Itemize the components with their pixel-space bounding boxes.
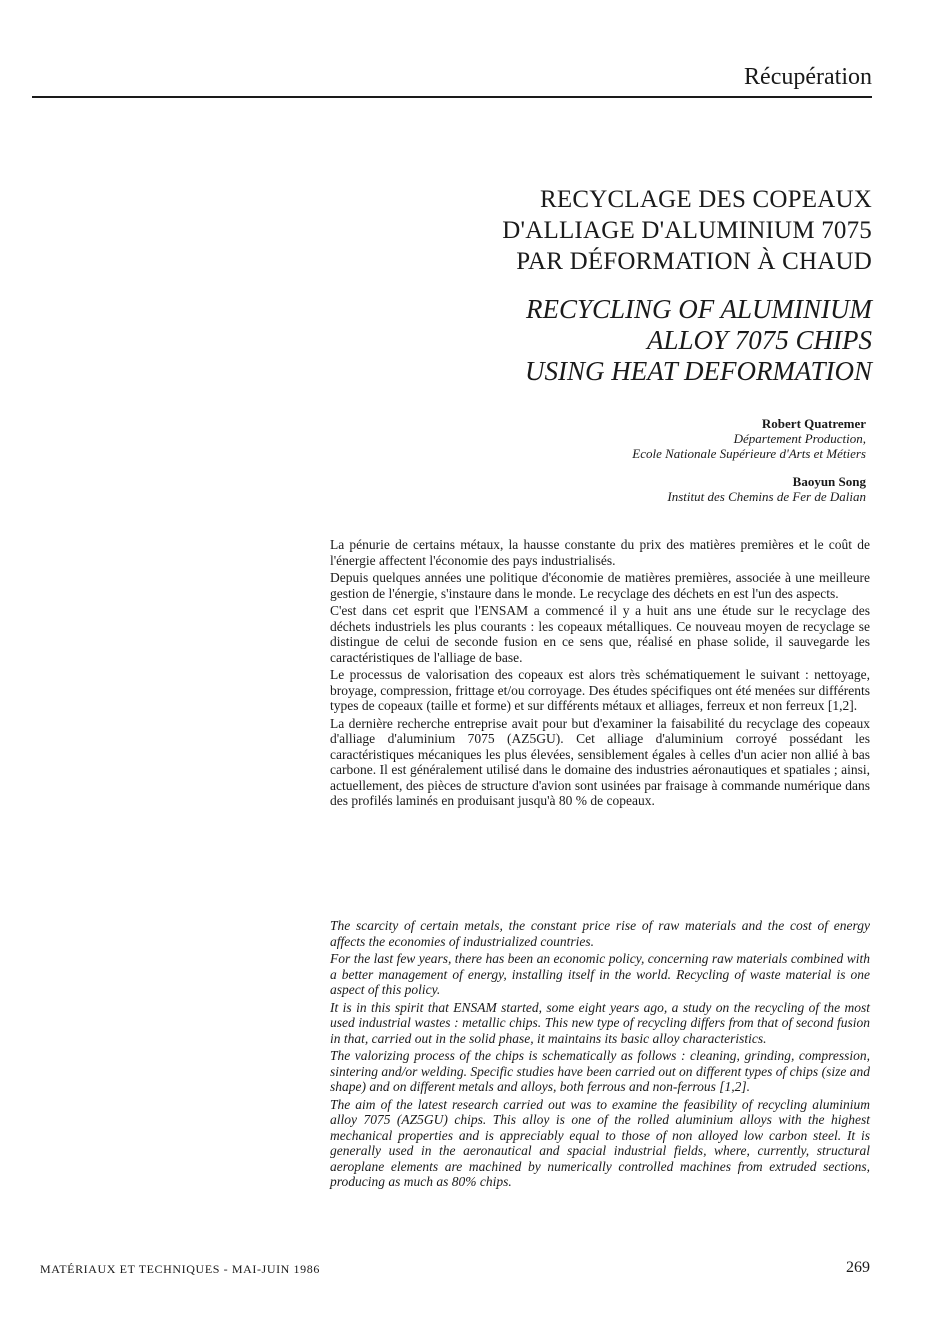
author-affiliation: Département Production,: [733, 431, 866, 446]
author-affiliation: Ecole Nationale Supérieure d'Arts et Métiers: [632, 446, 866, 461]
abstract-paragraph: C'est dans cet esprit que l'ENSAM a commencé il y a huit ans une étude sur le recyclage des déchets industriels les plus courants : les copeaux métalliques. Ce nouveau moyen de recyclage se distingue de celui de seconde fusion en ce sens que, réalisé en phase solide, il sauvegarde les caractéristiques de l'alliage de base.: [330, 603, 870, 665]
abstract-english: [330, 918, 870, 1192]
page-number: 269: [846, 1259, 870, 1276]
title-french: [232, 184, 872, 277]
header-rule: [32, 96, 872, 98]
abstract-paragraph: The aim of the latest research carried out was to examine the feasibility of recycling aluminium alloy 7075 (AZ5GU) chips. This alloy is one of the rolled aluminium alloys with the highest mechanical properties and is appreciably equal to those of non alloyed low carbon steel. It is generally used in the aeronautical and spacial industrial fields, where, currently, structural aeroplane elements are machined by numerically controlled machines from extruded sections, producing as much as 80% chips.: [330, 1096, 870, 1189]
title-french-line: D'ALLIAGE D'ALUMINIUM 7075: [502, 217, 872, 244]
title-english-line: RECYCLING OF ALUMINIUM: [525, 294, 872, 324]
title-french-line: RECYCLAGE DES COPEAUX: [540, 186, 872, 213]
title-english-line: ALLOY 7075 CHIPS: [646, 325, 872, 355]
title-english: [232, 294, 872, 387]
author-block-1: [632, 416, 866, 461]
author-affiliation: Institut des Chemins de Fer de Dalian: [667, 489, 866, 504]
author-name: Robert Quatremer: [761, 416, 866, 431]
journal-footer: MATÉRIAUX ET TECHNIQUES - MAI-JUIN 1986: [40, 1262, 320, 1276]
title-french-line: PAR DÉFORMATION À CHAUD: [516, 248, 872, 275]
abstract-paragraph: The valorizing process of the chips is schematically as follows : cleaning, grinding, compression, sintering and/or welding. Specific studies have been carried out on different types of chips (size and shape) and on different metals and alloys, both ferrous and non-ferrous [1,2].: [330, 1048, 870, 1094]
abstract-paragraph: Depuis quelques années une politique d'économie de matières premières, associée à une meilleure gestion de l'énergie, s'instaure dans le monde. Le recyclage des déchets en est l'un des aspects.: [330, 570, 870, 601]
abstract-paragraph: La dernière recherche entreprise avait pour but d'examiner la faisabilité du recyclage des copeaux d'alliage d'aluminium 7075 (AZ5GU). Cet alliage d'aluminium corroyé possédant les caractéristiques mécaniques les plus élevées, sensiblement égales à celles d'un acier non allié à bas carbone. Il est généralement utilisé dans le domaine des industries aéronautiques et spatiales ; ainsi, actuellement, des pièces de structure d'avion sont usinées par fraisage à commande numérique dans des profilés laminés en produisant jusqu'à 80 % de copeaux.: [330, 715, 870, 808]
abstract-paragraph: La pénurie de certains métaux, la hausse constante du prix des matières premières et le coût de l'énergie affectent l'économie des pays industrialisés.: [330, 537, 870, 568]
abstract-paragraph: Le processus de valorisation des copeaux est alors très schématiquement le suivant : nettoyage, broyage, compression, frittage et/ou corroyage. Des études spécifiques ont été menées sur différents types de copeaux (taille et forme) et sur différents métaux et alliages, ferreux et non ferreux [1,2].: [330, 667, 870, 713]
author-block-2: [667, 474, 866, 504]
abstract-french: [330, 537, 870, 811]
abstract-paragraph: The scarcity of certain metals, the constant price rise of raw materials and the cost of energy affects the economies of industrialized countries.: [330, 918, 870, 949]
author-name: Baoyun Song: [792, 474, 866, 489]
section-heading: Récupération: [744, 64, 872, 90]
abstract-paragraph: For the last few years, there has been an economic policy, concerning raw materials combined with a better management of energy, installing itself in the world. Recycling of waste material is one aspect of this policy.: [330, 951, 870, 997]
abstract-paragraph: It is in this spirit that ENSAM started, some eight years ago, a study on the recycling of the most used industrial wastes : metallic chips. This new type of recycling differs from that of second fusion in that, carried out in the solid phase, it maintains its basic alloy characteristics.: [330, 999, 870, 1046]
title-english-line: USING HEAT DEFORMATION: [525, 356, 872, 386]
